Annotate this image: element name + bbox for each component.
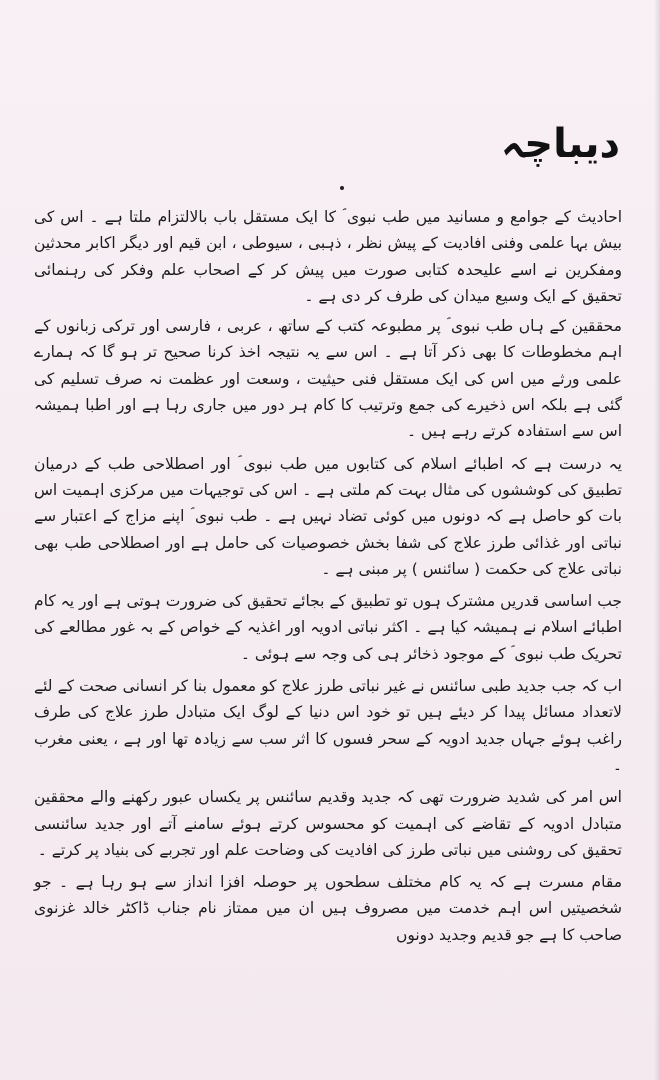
paragraph-4: جب اساسی قدریں مشترک ہوں تو تطبیق کے بجائے تحقیق کی ضرورت ہوتی ہے اور یہ کام اطبائے اسلام نے ہمیشہ کیا ہے ۔ اکثر نباتی ادویہ اور اغذیہ کے خواص کے بہ غور مطالعے کی تحریک طب نبوی ؐ کے موجود ذخائر ہی کی وجہ سے ہوئی ۔ bbox=[34, 592, 622, 663]
paragraph-1: احادیث کے جوامع و مسانید میں طب نبوی ؐ کا ایک مستقل باب بالالتزام ملتا ہے ۔ اس کی بیش بہا علمی وفنی افادیت کے پیش نظر ، ذہبی ، سیوطی ، ابن قیم اور دیگر اکابر محدثین ومفکرین نے اسے علیحدہ کتابی صورت میں پیش کر کے اصحاب علم وفکر کی رہنمائی تحقیق کے ایک وسیع میدان کی طرف کر دی ہے ۔ bbox=[34, 208, 622, 305]
body-text bbox=[34, 204, 622, 954]
paragraph-7: مقام مسرت ہے کہ یہ کام مختلف سطحوں پر حوصلہ افزا انداز سے ہو رہا ہے ۔ جو شخصیتیں اس اہم خدمت میں مصروف ہیں ان میں ممتاز نام جناب ڈاکٹر خالد غزنوی صاحب کا ہے جو قدیم وجدید دونوں bbox=[34, 873, 622, 944]
paragraph-6: اس امر کی شدید ضرورت تھی کہ جدید وقدیم سائنس پر یکساں عبور رکھنے والے محققین متبادل ادویہ کے تقاضے کی اہمیت کو محسوس کرتے ہوئے سامنے آتے اور جدید سائنسی تحقیق کی روشنی میں نباتی طرز کی افادیت کی وضاحت علم اور تجربے کی بنیاد پر کرتے ۔ bbox=[34, 788, 622, 859]
decorative-dot bbox=[340, 186, 344, 190]
page-title: دیباچہ bbox=[500, 121, 620, 167]
paragraph-3: یہ درست ہے کہ اطبائے اسلام کی کتابوں میں طب نبوی ؐ اور اصطلاحی طب کے درمیان تطبیق کی کوششوں کی مثال بہت کم ملتی ہے ۔ اس کی توجیہات میں مرکزی اہمیت اس بات کو حاصل ہے کہ دونوں میں کوئی تضاد نہیں ہے ۔ طب نبوی ؐ اپنے مزاج کے اعتبار سے نباتی اور غذائی طرز علاج کی شفا بخش خصوصیات کی حامل ہے اور اصطلاحی طب بھی نباتی علاج کی حکمت ( سائنس ) پر مبنی ہے ۔ bbox=[34, 454, 622, 578]
paragraph-5: اب کہ جب جدید طبی سائنس نے غیر نباتی طرز علاج کو معمول بنا کر انسانی صحت کے لئے لاتعداد مسائل پیدا کر دیئے ہیں تو خود اس دنیا کے لوگ ایک متبادل طرز علاج کی طرف راغب ہوئے جہاں جدید ادویہ کے سحر فسوں کا اثر سب سے زیادہ تھا اور ہے ، یعنی مغرب ۔ bbox=[34, 677, 622, 774]
paragraph-2: محققین کے ہاں طب نبوی ؐ پر مطبوعہ کتب کے ساتھ ، عربی ، فارسی اور ترکی زبانوں کے اہم مخطوطات کا بھی ذکر آتا ہے ۔ اس سے یہ نتیجہ اخذ کرنا صحیح تر ہو گا کہ ہمارے علمی ورثے میں اس کی ایک مستقل فنی حیثیت ، وسعت اور عظمت نہ صرف تسلیم کی گئی ہے بلکہ اس ذخیرے کی جمع وترتیب کا کام ہر دور میں جاری رہا ہے اور اطبا ہمیشہ اس سے استفادہ کرتے رہے ہیں ۔ bbox=[34, 317, 622, 441]
